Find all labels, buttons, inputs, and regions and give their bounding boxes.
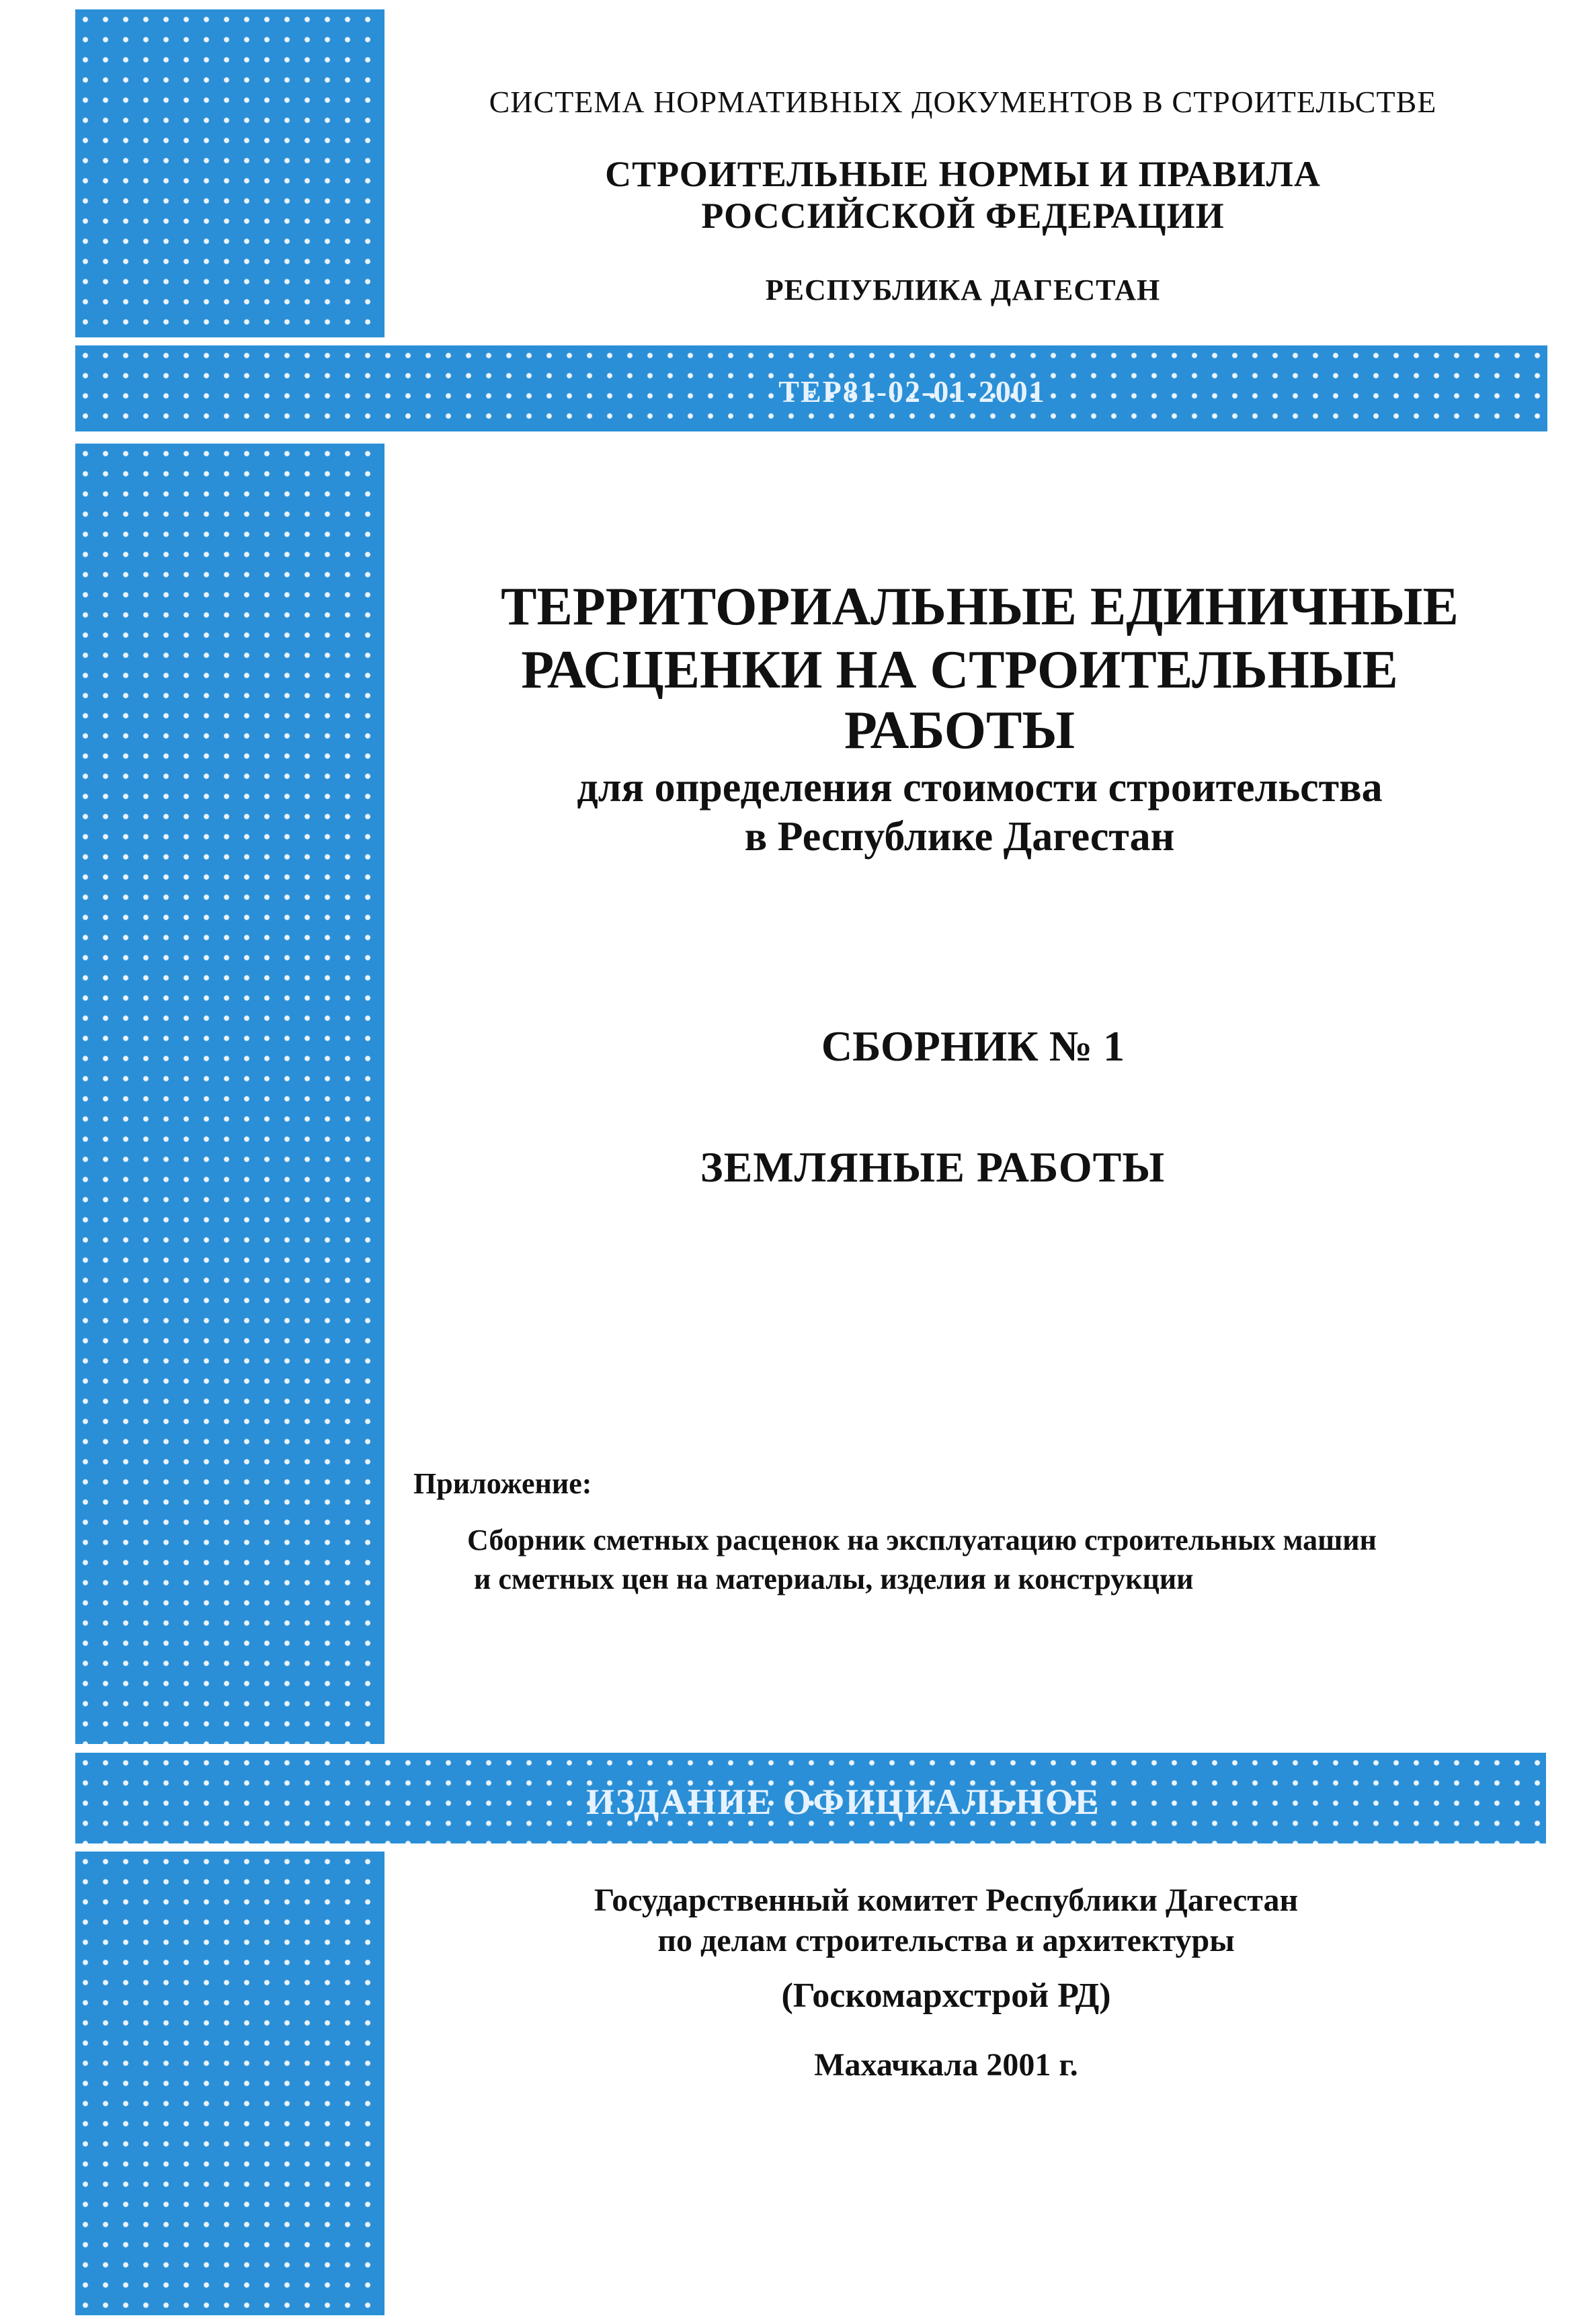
main-title-line-2: РАСЦЕНКИ НА СТРОИТЕЛЬНЫЕ <box>521 640 1398 700</box>
committee-abbrev: (Госкомархстрой РД) <box>781 1977 1111 2015</box>
pattern-block-left-middle <box>75 444 384 1744</box>
collection-number: СБОРНИК № 1 <box>821 1022 1125 1070</box>
subtitle-line-1: для определения стоимости строительства <box>577 765 1383 811</box>
collection-name: ЗЕМЛЯНЫЕ РАБОТЫ <box>700 1143 1166 1191</box>
official-band <box>75 1753 1546 1843</box>
appendix-label: Приложение: <box>413 1467 592 1500</box>
pattern-block-top-left <box>75 9 384 337</box>
main-title-line-1: ТЕРРИТОРИАЛЬНЫЕ ЕДИНИЧНЫЕ <box>501 577 1459 636</box>
norms-line-1: СТРОИТЕЛЬНЫЕ НОРМЫ И ПРАВИЛА <box>605 154 1321 194</box>
city-year: Махачкала 2001 г. <box>814 2047 1078 2083</box>
main-title-line-3: РАБОТЫ <box>844 701 1075 760</box>
appendix-line-2: и сметных цен на материалы, изделия и конструкции <box>474 1563 1194 1595</box>
official-edition: ИЗДАНИЕ ОФИЦИАЛЬНОЕ <box>586 1782 1100 1822</box>
pattern-block-bottom-left <box>75 1852 384 2315</box>
system-title: СИСТЕМА НОРМАТИВНЫХ ДОКУМЕНТОВ В СТРОИТЕЛЬСТВЕ <box>489 85 1437 119</box>
committee-line-2: по делам строительства и архитектуры <box>657 1923 1235 1958</box>
republic-label: РЕСПУБЛИКА ДАГЕСТАН <box>765 274 1161 306</box>
norms-line-2: РОССИЙСКОЙ ФЕДЕРАЦИИ <box>701 196 1225 236</box>
committee-line-1: Государственный комитет Республики Дагестан <box>594 1882 1299 1918</box>
document-code: ТЕР81-02-01-2001 <box>778 374 1046 409</box>
code-band <box>75 345 1547 431</box>
subtitle-line-2: в Республике Дагестан <box>744 814 1175 860</box>
appendix-line-1: Сборник сметных расценок на эксплуатацию строительных машин <box>467 1524 1377 1557</box>
